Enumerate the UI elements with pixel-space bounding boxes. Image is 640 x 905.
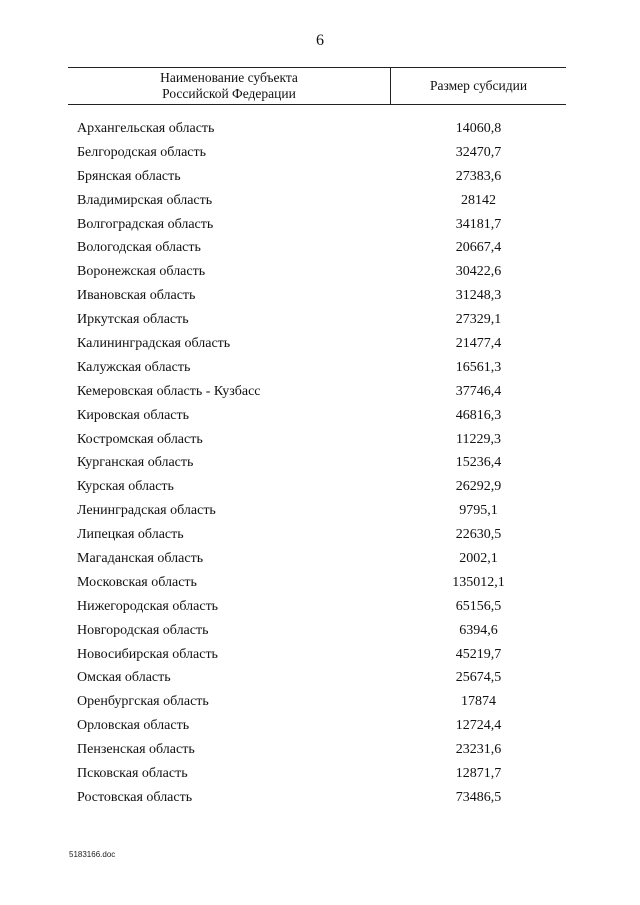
subsidy-amount: 26292,9 — [455, 479, 502, 495]
table-row — [0, 573, 640, 597]
table-row — [0, 143, 640, 167]
table-row — [0, 430, 640, 454]
subsidy-amount: 6394,6 — [459, 622, 498, 638]
subsidy-amount: 9795,1 — [459, 503, 498, 519]
table-row — [0, 238, 640, 262]
subsidy-amount: 21477,4 — [455, 336, 502, 352]
table-row — [0, 167, 640, 191]
table-row — [0, 549, 640, 573]
table-row — [0, 525, 640, 549]
region-name: Оренбургская область — [77, 694, 209, 710]
table-row — [0, 740, 640, 764]
header-subject-name — [68, 70, 390, 102]
region-name: Брянская область — [77, 168, 181, 184]
region-name: Калужская область — [77, 359, 191, 375]
region-name: Новгородская область — [77, 622, 209, 638]
table-row — [0, 382, 640, 406]
header-subject-name-line2: Российской Федерации — [162, 86, 296, 101]
region-name: Ивановская область — [77, 288, 196, 304]
region-name: Ленинградская область — [77, 503, 216, 519]
region-name: Ростовская область — [77, 789, 193, 805]
region-name: Нижегородская область — [77, 598, 219, 614]
region-name: Орловская область — [77, 718, 190, 734]
document-reference: 5183166.doc — [69, 850, 116, 859]
page-number: 6 — [316, 32, 324, 49]
table-row — [0, 645, 640, 669]
region-name: Белгородская область — [77, 144, 207, 160]
subsidy-amount: 27383,6 — [455, 168, 502, 184]
table-row — [0, 262, 640, 286]
subsidy-amount: 32470,7 — [455, 144, 502, 160]
subsidy-amount: 28142 — [461, 192, 496, 208]
subsidy-amount: 65156,5 — [455, 598, 502, 614]
table-row — [0, 621, 640, 645]
table-row — [0, 286, 640, 310]
table-row — [0, 310, 640, 334]
table-row — [0, 453, 640, 477]
subsidy-amount: 25674,5 — [455, 670, 502, 686]
region-name: Кемеровская область - Кузбасс — [77, 383, 261, 399]
table-row — [0, 358, 640, 382]
region-name: Новосибирская область — [77, 646, 218, 662]
table-row — [0, 334, 640, 358]
subsidy-amount: 23231,6 — [455, 742, 502, 758]
table-row — [0, 501, 640, 525]
table-row — [0, 119, 640, 143]
subsidy-amount: 45219,7 — [455, 646, 502, 662]
region-name: Липецкая область — [77, 527, 184, 543]
subsidy-amount: 20667,4 — [455, 240, 502, 256]
table-row — [0, 191, 640, 215]
subsidy-amount: 46816,3 — [455, 407, 502, 423]
subsidy-amount: 16561,3 — [455, 359, 502, 375]
subsidy-amount: 14060,8 — [455, 121, 502, 136]
region-name: Волгоградская область — [77, 216, 214, 232]
table-row — [0, 406, 640, 430]
region-name: Воронежская область — [77, 264, 206, 280]
subsidy-amount: 11229,3 — [456, 431, 501, 447]
table-row — [0, 477, 640, 501]
subsidy-amount: 12724,4 — [455, 718, 502, 734]
table-row — [0, 215, 640, 239]
subsidy-amount: 31248,3 — [455, 288, 502, 304]
subsidy-amount: 2002,1 — [459, 551, 498, 567]
table-row — [0, 764, 640, 788]
table-row — [0, 692, 640, 716]
subsidy-amount: 17874 — [461, 694, 496, 710]
subsidy-amount: 135012,1 — [452, 574, 505, 590]
region-name: Курская область — [77, 479, 174, 495]
table-row — [0, 788, 640, 812]
region-name: Псковская область — [77, 766, 188, 782]
subsidy-amount: 15236,4 — [455, 455, 502, 471]
region-name: Московская область — [77, 574, 197, 590]
table-body — [0, 119, 640, 812]
region-name: Архангельская область — [77, 121, 215, 136]
header-subject-name-line1: Наименование субъекта — [160, 70, 298, 85]
region-name: Вологодская область — [77, 240, 201, 256]
subsidy-amount: 22630,5 — [455, 527, 502, 543]
region-name: Курганская область — [77, 455, 194, 471]
subsidy-amount: 12871,7 — [455, 766, 502, 782]
table-row — [0, 597, 640, 621]
region-name: Пензенская область — [77, 742, 195, 758]
table-header — [68, 67, 566, 105]
region-name: Калининградская область — [77, 336, 231, 352]
region-name: Кировская область — [77, 407, 190, 423]
table-row — [0, 668, 640, 692]
region-name: Омская область — [77, 670, 171, 686]
subsidy-amount: 73486,5 — [455, 789, 502, 805]
subsidy-amount: 37746,4 — [455, 383, 502, 399]
region-name: Владимирская область — [77, 192, 213, 208]
subsidy-amount: 30422,6 — [455, 264, 502, 280]
region-name: Иркутская область — [77, 312, 189, 328]
subsidy-amount: 34181,7 — [455, 216, 502, 232]
header-subsidy-amount: Размер субсидии — [429, 78, 528, 93]
table-row — [0, 716, 640, 740]
subsidy-amount: 27329,1 — [455, 312, 502, 328]
region-name: Магаданская область — [77, 551, 204, 567]
region-name: Костромская область — [77, 431, 203, 447]
